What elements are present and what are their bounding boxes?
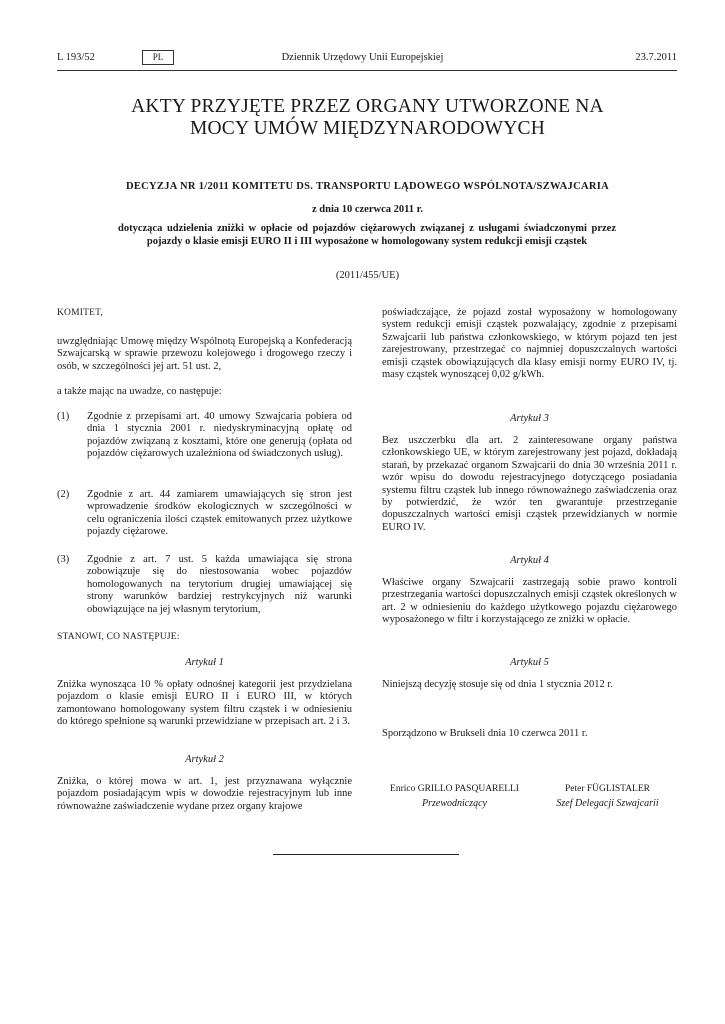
recital-item (57, 489, 352, 539)
article-3-text: Bez uszczerbku dla art. 2 zainteresowane organy państwa członkowskiego UE, w którym zarejestrowany jest pojazd, dokładają starań, by przekazać organom Szwajcarii do dnia 30 września 2011 r. wzór wpisu do dowodu rejestracyjnego dotyczącego posiadania systemu filtru cząstek lub innego równoważnego zaświadczenia oraz by potwierdzić, że wzór ten gwarantuje przestrzeganie dopuszczalnych wartości emisji cząstek przewidzianych w normie EURO IV. (382, 435, 677, 533)
recital-item (57, 411, 352, 461)
journal-name: Dziennik Urzędowy Unii Europejskiej (281, 52, 444, 63)
article-4-text: Właściwe organy Szwajcarii zastrzegają sobie prawo kontroli przestrzegania wartości dopuszczalnych emisji cząstek określonych w art. 2 w odniesieniu do każdego użytkowego pojazdu ciężarowego wyposażonego w filtr i korzystającego ze zniżki w opłacie. (382, 577, 677, 626)
signatory-name: Peter FÜGLISTALER (565, 784, 650, 794)
end-divider (273, 854, 459, 855)
article-2-text-continued: poświadczające, że pojazd został wyposażony w homologowany system redukcji emisji cząstek pozwalający, zgodnie z przepisami Szwajcarii lub państwa członkowskiego, w którym pojazd ten jest zarejestrowany, przestrzegać co najmniej dopuszczalnych wartości emisji cząstek obowiązujących dla klasy emisji normy EURO IV, tj. masy cząstek wynoszącej 0,02 g/kWh. (382, 307, 677, 381)
page-reference: L 193/52 (57, 52, 95, 63)
section-title-line-2: MOCY UMÓW MIĘDZYNARODOWYCH (189, 118, 546, 139)
decision-title: DECYZJA NR 1/2011 KOMITETU DS. TRANSPORTU LĄDOWEGO WSPÓLNOTA/SZWAJCARIA (125, 181, 609, 192)
article-5-heading: Artykuł 5 (510, 657, 549, 668)
header-divider (57, 70, 677, 71)
article-4-heading: Artykuł 4 (510, 555, 549, 566)
committee-label: KOMITET, (57, 308, 104, 318)
recital-text: Zgodnie z przepisami art. 40 umowy Szwajcaria pobiera od dnia 1 stycznia 2001 r. niedyskryminacyjną opłatę od pojazdów związaną z kosztami, które one generują (opłata od pojazdów ciężarowych uzależniona od świadczonych usług). (87, 411, 352, 460)
decision-date: z dnia 10 czerwca 2011 r. (311, 204, 423, 215)
article-1-heading: Artykuł 1 (185, 657, 224, 668)
section-title-line-1: AKTY PRZYJĘTE PRZEZ ORGANY UTWORZONE NA (131, 96, 604, 117)
having-regard-paragraph: uwzględniając Umowę między Wspólnotą Europejską a Konfederacją Szwajcarską w sprawie przewozu kolejowego i drogowego rzeczy i osób, w szczególności jej art. 51 ust. 2, (57, 336, 352, 372)
article-3-heading: Artykuł 3 (510, 413, 549, 424)
recital-number: (1) (57, 411, 70, 422)
publication-date: 23.7.2011 (635, 52, 677, 63)
recital-text: Zgodnie z art. 44 zamiarem umawiających się stron jest wprowadzenie środków ekologicznych w szczególności w celu ograniczenia ilości cząstek emitowanych przez użytkowe pojazdy ciężarowe. (87, 489, 352, 538)
signatory-role: Szef Delegacji Szwajcarii (556, 798, 659, 809)
language-code-box: PL (142, 50, 174, 65)
article-2-heading: Artykuł 2 (185, 754, 224, 765)
recital-number: (2) (57, 489, 70, 500)
signature-block-chair (382, 784, 527, 809)
recital-text: Zgodnie z art. 7 ust. 5 każda umawiająca się strona zobowiązuje się do niestosowania wobec pojazdów homologowanych na terytorium drugiej umawiającej się strony warunków bardziej restrykcyjnych niż warunki obowiązujące na jej własnym terytorium, (87, 554, 352, 615)
signatory-name: Enrico GRILLO PASQUARELLI (390, 784, 519, 794)
recital-number: (3) (57, 554, 70, 565)
decision-subject: dotycząca udzielenia zniżki w opłacie od pojazdów ciężarowych związanej z usługami świadczonymi przez pojazdy o klasie emisji EURO II i III wyposażone w homologowany system redukcji emisji cząstek (118, 223, 616, 247)
done-at-statement: Sporządzono w Brukseli dnia 10 czerwca 2011 r. (382, 728, 588, 739)
article-1-text: Zniżka wynosząca 10 % opłaty odnośnej kategorii jest przydzielana pojazdom o klasie emisji EURO II i EURO III, w których zamontowano homologowany system filtru cząstek i w odniesieniu do którego spełnione są warunki przewidziane w przepisach art. 2 i 3. (57, 679, 352, 728)
signature-block-delegation (545, 784, 670, 809)
decision-reference: (2011/455/UE) (335, 270, 400, 281)
article-2-text: Zniżka, o której mowa w art. 1, jest przyznawana wyłącznie pojazdom posiadającym wpis w dowodzie rejestracyjnym lub inne równoważne zaświadczenie wydane przez organy krajowe (57, 776, 352, 812)
whereas-paragraph: a także mając na uwadze, co następuje: (57, 386, 222, 397)
signatory-role: Przewodniczący (422, 798, 487, 809)
recital-item (57, 554, 352, 616)
section-title (60, 96, 675, 140)
article-5-text: Niniejszą decyzję stosuje się od dnia 1 stycznia 2012 r. (382, 679, 613, 690)
decides-label: STANOWI, CO NASTĘPUJE: (57, 632, 180, 642)
